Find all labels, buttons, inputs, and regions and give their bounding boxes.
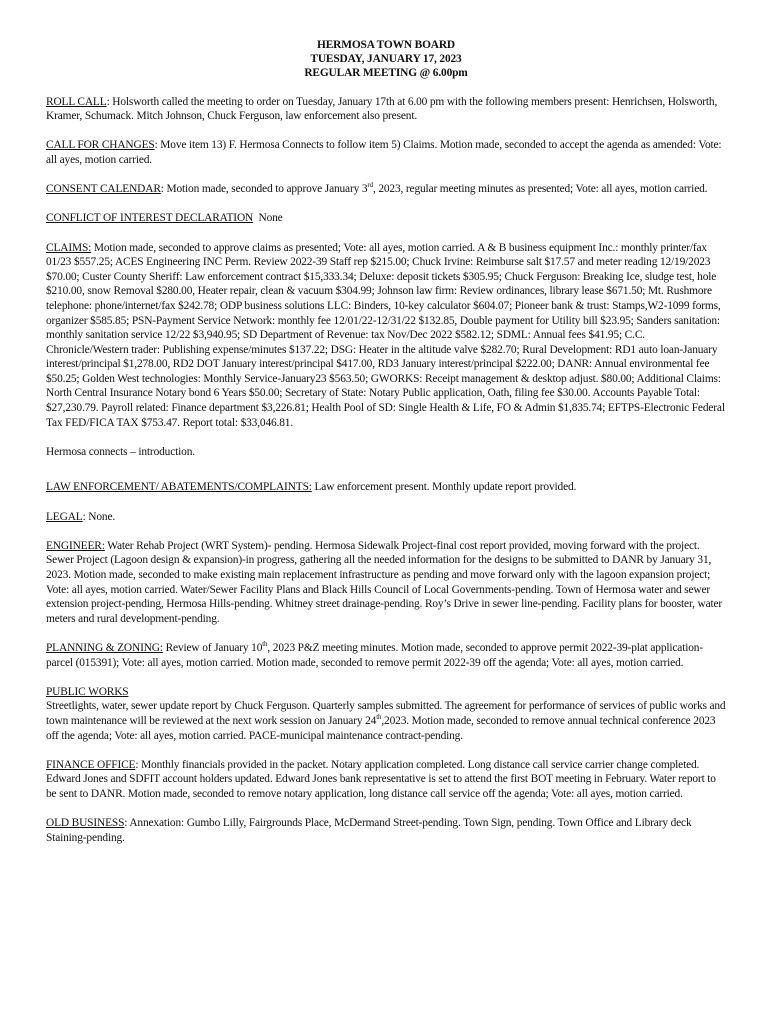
law-enforcement-heading: LAW ENFORCEMENT/ ABATEMENTS/COMPLAINTS: <box>46 481 312 494</box>
legal-paragraph <box>46 510 726 525</box>
legal-text: : None. <box>82 510 116 523</box>
old-business-paragraph <box>46 816 726 845</box>
conflict-heading: CONFLICT OF INTEREST DECLARATION <box>46 212 254 225</box>
title-line-board: HERMOSA TOWN BOARD <box>316 39 456 51</box>
roll-call-text: : Holsworth called the meeting to order on Tuesday, January 17th at 6.00 pm with the following members present: Henrichsen, Holsworth, Kramer, Schumack. Mitch Johnson, Chuck Ferguson, law enforcement also present. <box>46 95 718 123</box>
public-works-ordinal: th <box>376 713 382 722</box>
engineer-paragraph <box>46 539 726 627</box>
document-page <box>46 38 726 860</box>
old-business-text: : Annexation: Gumbo Lilly, Fairgrounds Place, McDermand Street-pending. Town Sign, pending. Town Office and Library deck Staining-pending. <box>46 817 692 844</box>
claims-heading: CLAIMS: <box>46 241 92 254</box>
law-enforcement-paragraph <box>46 480 726 495</box>
public-works-text-before: Streetlights, water, sewer update report by Chuck Ferguson. Quarterly samples submitted. The agreement for performance of services of public works and town maintenance will be reviewed at the next work session on January 24 <box>46 700 726 727</box>
finance-office-text: : Monthly financials provided in the packet. Notary application completed. Long distance call service carrier change completed. Edward Jones and SDFIT account holders updated. Edward Jones bank representative is set to attend the first BOT meeting in February. Water report to be sent to DANR. Motion made, seconded to remove notary application, long distance call service off the agenda; Vote: all ayes, motion carried. <box>46 758 716 800</box>
document-title <box>46 38 726 81</box>
conflict-text: None <box>253 212 283 225</box>
consent-calendar-text-before: : Motion made, seconded to approve January 3 <box>160 183 368 196</box>
claims-paragraph <box>46 241 726 431</box>
call-for-changes-heading: CALL FOR CHANGES <box>46 139 155 152</box>
public-works-paragraph <box>46 685 726 743</box>
planning-zoning-paragraph <box>46 641 726 670</box>
planning-zoning-heading: PLANNING & ZONING: <box>46 641 163 654</box>
public-works-heading: PUBLIC WORKS <box>46 685 129 698</box>
roll-call-paragraph <box>46 95 726 124</box>
call-for-changes-text: : Move item 13) F. Hermosa Connects to follow item 5) Claims. Motion made, seconded to accept the agenda as amended: Vote: all ayes, motion carried. <box>46 139 722 166</box>
roll-call-heading: ROLL CALL <box>46 95 107 108</box>
call-for-changes-paragraph <box>46 138 726 167</box>
consent-calendar-paragraph <box>46 182 726 197</box>
finance-office-heading: FINANCE OFFICE <box>46 758 136 771</box>
consent-calendar-text-after: , 2023, regular meeting minutes as presented; Vote: all ayes, motion carried. <box>372 183 708 196</box>
consent-calendar-heading: CONSENT CALENDAR <box>46 183 161 196</box>
hermosa-connects-text: Hermosa connects – introduction. <box>46 445 195 458</box>
finance-office-paragraph <box>46 758 726 802</box>
law-enforcement-text: Law enforcement present. Monthly update report provided. <box>311 481 577 494</box>
title-line-date: TUESDAY, JANUARY 17, 2023 <box>310 53 462 66</box>
title-line-meeting: REGULAR MEETING @ 6.00pm <box>304 67 468 80</box>
planning-zoning-ordinal: th <box>262 640 268 649</box>
engineer-text: Water Rehab Project (WRT System)- pending. Hermosa Sidewalk Project-final cost report provided, moving forward with the project. Sewer Project (Lagoon design & expansion)-in progress, gathering all the needed information for the designs to be submitted to DANR by January 31, 2023. Motion made, seconded to make existing main replacement infrastructure as pending and move forward only with the lagoon expansion project; Vote: all ayes, motion carried. Water/Sewer Facility Plans and Black Hills Council of Local Governments-pending. Town of Hermosa water and sewer extension project-pending, Hermosa Hills-pending. Whitney street drainage-pending. Roy’s Drive in sewer line-pending. Facility plans for booster, water meters and rural development-pending. <box>46 539 723 625</box>
planning-zoning-text-after: , 2023 P&Z meeting minutes. Motion made, seconded to approve permit 2022-39-plat application- parcel (015391); Vote: all ayes, motion carried. Motion made, seconded to remove permit 2022-39 off the agenda; Vote: all ayes, motion carried. <box>46 641 703 669</box>
planning-zoning-text-before: Review of January 10 <box>162 641 263 654</box>
legal-heading: LEGAL <box>46 510 83 523</box>
consent-calendar-ordinal: rd <box>367 181 373 190</box>
claims-text: Motion made, seconded to approve claims as presented; Vote: all ayes, motion carried. A & B business equipment Inc.: monthly printer/fax 01/23 $557.25; ACES Engineering INC Perm. Review 2022-39 Staff rep $215.00; Chuck Irvine: Reimburse salt $17.57 and meter reading 12/19/2023 $70.00; Custer County Sheriff: Law enforcement contract $15,333.34; Deluxe: deposit tickets $305.95; Chuck Ferguson: Breaking Ice, sludge test, hole $210.00, snow Removal $280.00, Heater repair, clean & vacuum $304.99; Johnson law firm: Review ordinances, library lease $671.50; Mt. Rushmore telephone: phone/internet/fax $242.78; ODP business solutions LLC: Binders, 10-key calculator $604.07; Pioneer bank & trust: Stamps,W2-1099 forms, organizer $585.85; PSN-Payment Service Network: monthly fee 12/01/22-12/31/22 $132.85, Double payment for Utility bill $23.95; Sanders sanitation: monthly sanitation service 12/22 $3,940.95; SD Department of Revenue: tax Nov/Dec 2022 $582.12; SDML: Annual fees $41.95; C.C. Chronicle/Western trader: Publishing expense/minutes $137.22; DSG: Heater in the altitude valve $282.70; Rural Development: RD1 auto loan-January interest/principal $1,278.00, RD2 DOT January interest/principal $417.00, RD3 January interest/principal $222.00; DANR: Annual environmental fee $50.25; Golden West technologies: Monthly Service-January23 $563.50; GWORKS: Receipt management & desktop adjust. $80.00; Additional Claims: North Central Insurance Notary bond 6 Years $50.00; Secretary of State: Notary Public application, Oath, filing fee $30.00. Accounts Payable Total: $27,230.79. Payroll related: Finance department $3,226.81; Health Pool of SD: Single Health & Life, FO & Admin $1,835.74; EFTPS-Electronic Federal Tax FED/FICA TAX $753.47. Report total: $33,046.81. <box>46 241 725 429</box>
hermosa-connects-paragraph <box>46 445 726 460</box>
conflict-paragraph <box>46 211 726 226</box>
old-business-heading: OLD BUSINESS <box>46 817 125 830</box>
engineer-heading: ENGINEER: <box>46 539 105 552</box>
public-works-text-after: ,2023. Motion made, seconded to remove annual technical conference 2023 off the agenda; Vote: all ayes, motion carried. PACE-municipal maintenance contract-pending. <box>46 714 716 742</box>
